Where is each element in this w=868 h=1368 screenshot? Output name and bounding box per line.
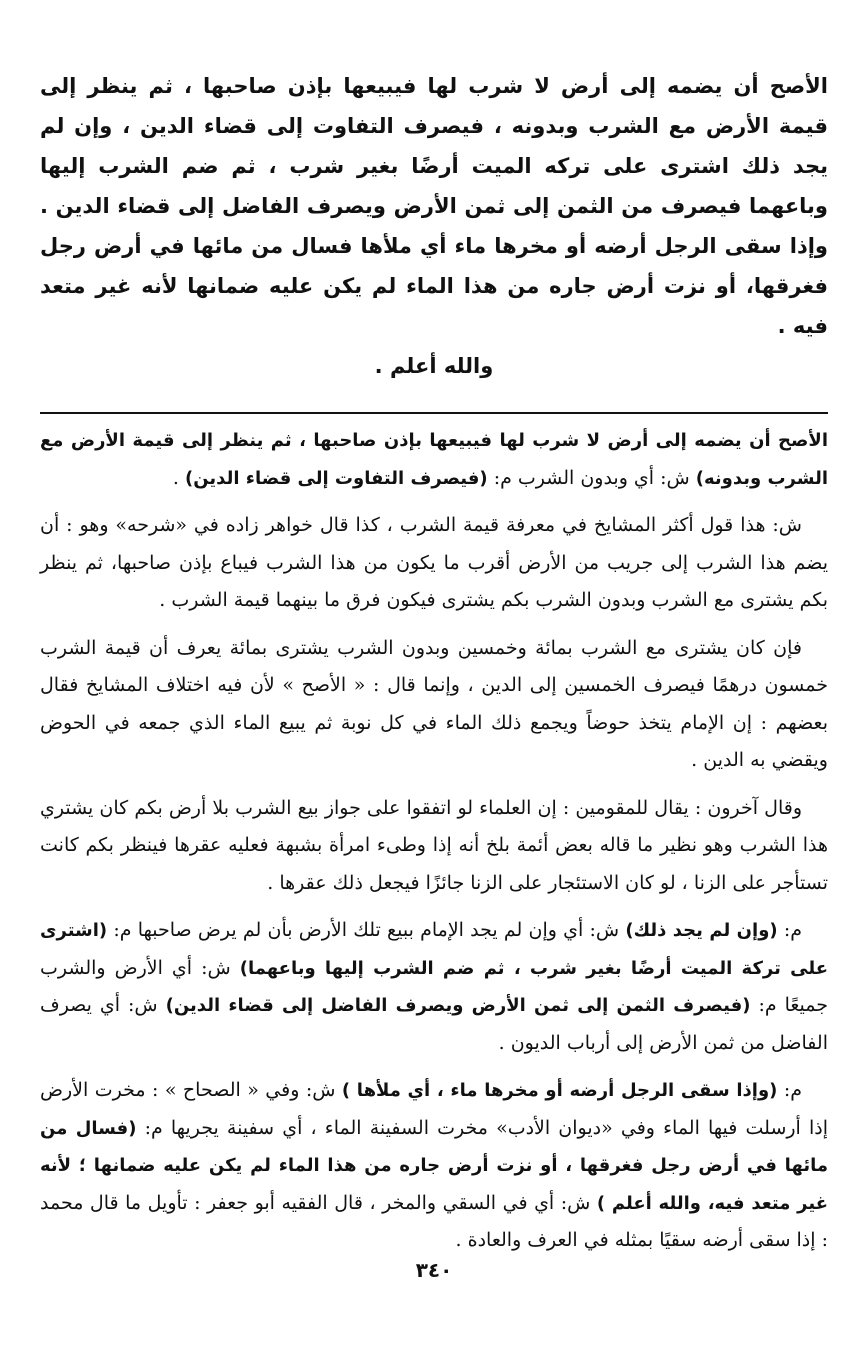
commentary-text: ش: أي وإن لم يجد الإمام ببيع تلك الأرض بأن لم يرض صاحبها م: bbox=[107, 919, 626, 941]
matn-closing: والله أعلم . bbox=[374, 354, 494, 378]
matn-quote: (فيصرف الثمن إلى ثمن الأرض ويصرف الفاضل إلى قضاء الدين) bbox=[165, 995, 751, 1016]
document-page bbox=[40, 66, 828, 1356]
commentary-text: ش: أي الأرض والشرب جميعًا م: bbox=[40, 956, 829, 1016]
commentary-text: ش: أي في السقي والمخر ، قال الفقيه أبو جعفر : تأويل ما قال محمد : إذا سقى أرضه سقيًا بمثله في العرف والعادة . bbox=[40, 1191, 828, 1251]
commentary-paragraph-6 bbox=[40, 1072, 828, 1260]
matn-quote: (فسال من مائها في أرض رجل فغرقها ، أو نزت أرض جاره من هذا الماء لم يكن عليه ضمانها ؛ لأنه غير متعد فيه، والله أعلم ) bbox=[40, 1117, 828, 1214]
matn-quote: (وإن لم يجد ذلك) bbox=[625, 920, 778, 941]
footnote-separator bbox=[40, 412, 828, 414]
matn-quote: (فيصرف التفاوت إلى قضاء الدين) bbox=[184, 467, 488, 489]
commentary-text: ش: أي وبدون الشرب م: bbox=[487, 466, 696, 489]
matn-body: الأصح أن يضمه إلى أرض لا شرب لها فيبيعها بإذن صاحبها ، ثم ينظر إلى قيمة الأرض مع الشرب وبدونه ، فيصرف التفاوت إلى قضاء الدين ، وإن لم يجد ذلك اشترى على تركه الميت أرضًا بغير شرب ، ثم ضم الشرب إليها وباعهما فيصرف من الثمن إلى ثمن الأرض ويصرف الفاضل إلى قضاء الدين . وإذا سقى الرجل أرضه أو مخرها ماء أي ملأها فسال من مائها في أرض رجل فغرقها، أو نزت أرض جاره من هذا الماء لم يكن عليه ضمانها لأنه غير متعد فيه . bbox=[40, 74, 828, 338]
commentary-text: م: bbox=[777, 1079, 802, 1101]
commentary-paragraph-2: ش: هذا قول أكثر المشايخ في معرفة قيمة الشرب ، كذا قال خواهر زاده في «شرحه» وهو : أن يضم هذا الشرب إلى جريب من الأرض أقرب ما يكون من هذا الشرب فيباع بإذن صاحبها، ثم ينظر بكم يشترى مع الشرب وبدون الشرب بكم يشترى فيكون فرق ما بينهما قيمة الشرب . bbox=[40, 514, 828, 611]
matn-main-text bbox=[40, 66, 828, 386]
commentary-text: ش: وفي « الصحاح » : مخرت الأرض إذا أرسلت فيها الماء وفي «ديوان الأدب» مخرت السفينة الماء ، أي سفينة يجريها م: bbox=[40, 1079, 828, 1139]
commentary-paragraph-1 bbox=[40, 422, 828, 497]
matn-quote: (وإذا سقى الرجل أرضه أو مخرها ماء ، أي ملأها ) bbox=[341, 1080, 778, 1101]
commentary-paragraph-3: فإن كان يشترى مع الشرب بمائة وخمسين وبدون الشرب يشترى بمائة يعرف أن قيمة الشرب خمسون درهمًا فيصرف الخمسين إلى الدين ، وإنما قال : « الأصح » لأن فيه اختلاف المشايخ فقال بعضهم : إن الإمام يتخذ حوضاً ويجمع ذلك الماء في كل نوبة ثم يبيع الماء الذي جمعه في الحوض ويقضي به الدين . bbox=[40, 636, 828, 771]
matn-quote: (اشترى على تركة الميت أرضًا بغير شرب ، ثم ضم الشرب إليها وباعهما) bbox=[40, 920, 828, 979]
matn-quote: الأصح أن يضمه إلى أرض لا شرب لها فيبيعها بإذن صاحبها ، ثم ينظر إلى قيمة الأرض مع الشرب وبدونه) bbox=[40, 430, 828, 489]
commentary-paragraph-4: وقال آخرون : يقال للمقومين : إن العلماء لو اتفقوا على جواز بيع الشرب بلا أرض بكم كان يشتري هذا الشرب وهو نظير ما قاله بعض أئمة بلخ أنه إذا وطىء امرأة بشبهة فعليه عقرها فينظر بكم كانت تستأجر على الزنا ، لو كان الاستئجار على الزنا جائزًا فيجعل ذلك عقرها . bbox=[40, 796, 828, 894]
commentary-text: ش: أي يصرف الفاضل من ثمن الأرض إلى أرباب الديون . bbox=[40, 994, 828, 1054]
commentary-paragraph-5 bbox=[40, 912, 828, 1062]
commentary-text: . bbox=[172, 466, 185, 489]
page-number: ٣٤٠ bbox=[415, 1258, 453, 1282]
commentary-text: م: bbox=[777, 919, 803, 941]
